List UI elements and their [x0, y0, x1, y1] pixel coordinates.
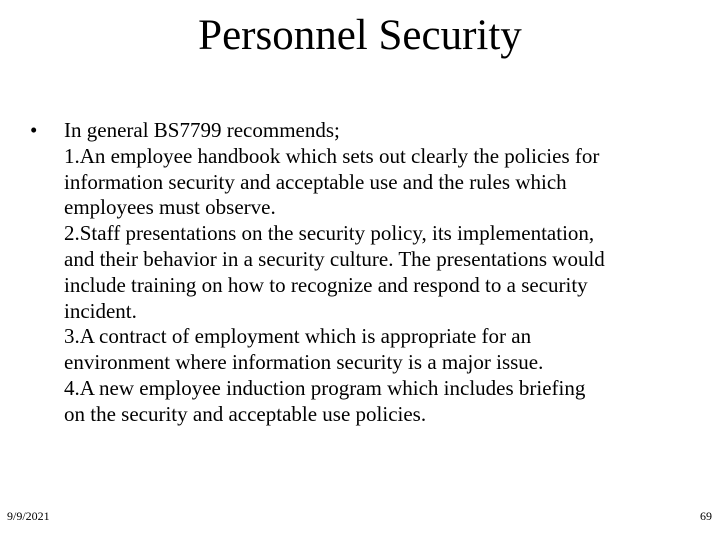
slide-title: Personnel Security [198, 12, 522, 59]
bullet-text [64, 118, 704, 428]
body-line: incident. [64, 298, 137, 323]
body-line: In general BS7799 recommends; [64, 118, 340, 142]
page-number: 69 [700, 509, 712, 523]
body-line: 2.Staff presentations on the security policy, its implementation, [64, 221, 595, 246]
body-line: 4.A new employee induction program which includes briefing [64, 375, 586, 400]
body-line: 1.An employee handbook which sets out clearly the policies for [64, 143, 600, 168]
body-line: 3.A contract of employment which is appropriate for an [64, 324, 532, 349]
body-line: and their behavior in a security culture. The presentations would [64, 246, 605, 271]
body-line: environment where information security is a major issue. [64, 350, 544, 375]
body-line: information security and acceptable use and the rules which [64, 169, 567, 194]
body-line: on the security and acceptable use policies. [64, 401, 427, 426]
footer-date: 9/9/2021 [7, 509, 50, 523]
bullet-icon: • [30, 118, 38, 142]
body-line: employees must observe. [64, 195, 276, 220]
body-line: include training on how to recognize and respond to a security [64, 272, 588, 297]
